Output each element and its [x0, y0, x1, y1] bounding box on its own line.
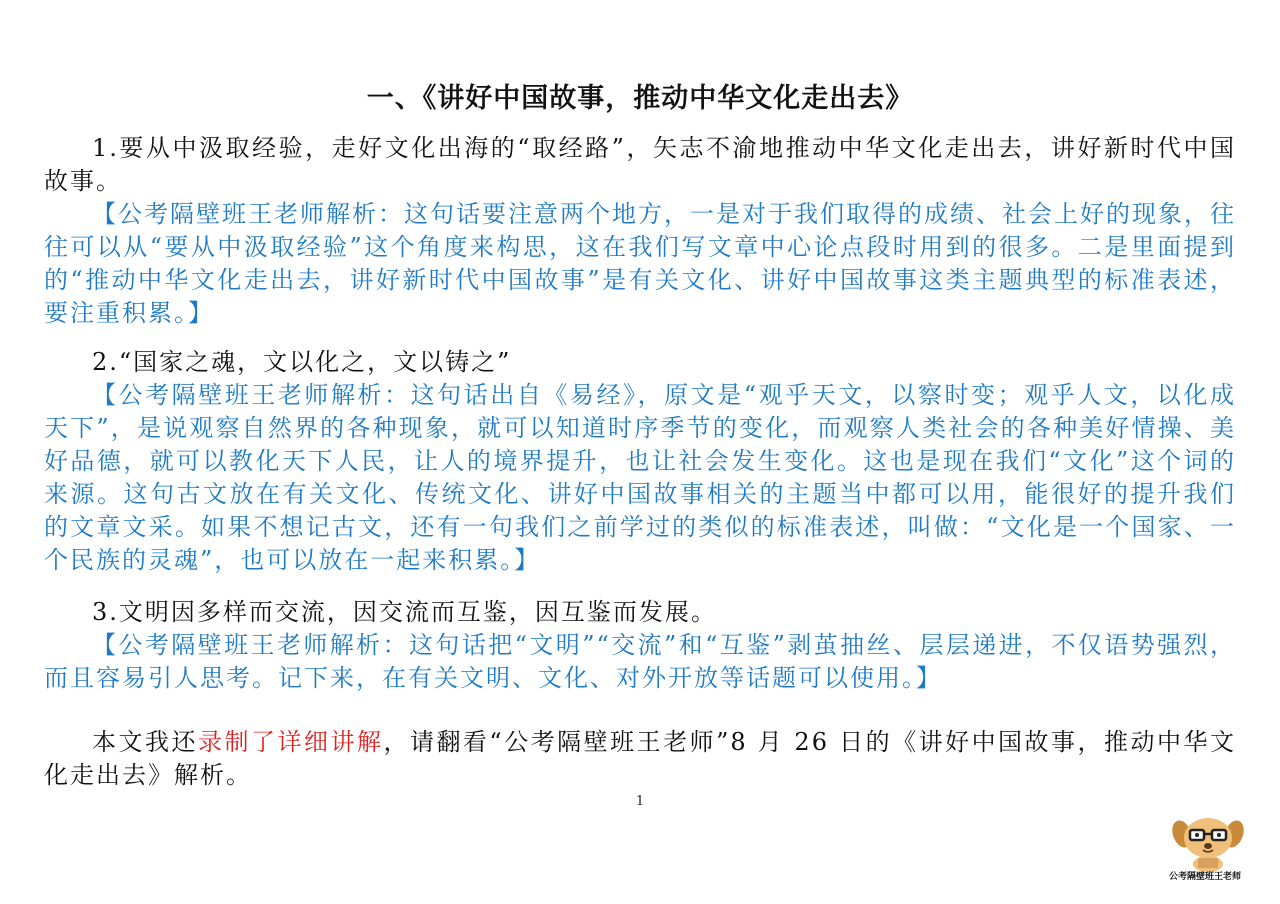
- page-title: 一、《讲好中国故事，推动中华文化走出去》: [366, 83, 914, 114]
- section-3: [44, 596, 1236, 695]
- footer-note: [44, 726, 1236, 792]
- section-2-quote: 2.“国家之魂，文以化之，文以铸之”: [92, 348, 512, 376]
- section-2-analysis: 【公考隔壁班王老师解析：这句话出自《易经》，原文是“观乎天文，以察时变；观乎人文，以化成天下”，是说观察自然界的各种现象，就可以知道时序季节的变化，而观察人类社会的各种美好情操、美好品德，就可以教化天下人民，让人的境界提升，也让社会发生变化。这也是现在我们“文化”这个词的来源。这句古文放在有关文化、传统文化、讲好中国故事相关的主题当中都可以用，能很好的提升我们的文章文采。如果不想记古文，还有一句我们之前学过的类似的标准表述，叫做：“文化是一个国家、一个民族的灵魂”，也可以放在一起来积累。】: [44, 381, 1236, 574]
- section-1-analysis: 【公考隔壁班王老师解析：这句话要注意两个地方，一是对于我们取得的成绩、社会上好的现象，往往可以从“要从中汲取经验”这个角度来构思，这在我们写文章中心论点段时用到的很多。二是里面提到的“推动中华文化走出去，讲好新时代中国故事”是有关文化、讲好中国故事这类主题典型的标准表述，要注重积累。】: [44, 200, 1236, 327]
- footer-note-highlight: 录制了详细讲解: [197, 728, 384, 756]
- page-number: 1: [635, 794, 645, 809]
- logo-caption: 公考隔壁班王老师: [1168, 872, 1241, 882]
- footer-note-before: 本文我还: [92, 728, 198, 756]
- section-3-analysis: 【公考隔壁班王老师解析：这句话把“文明”“交流”和“互鉴”剥茧抽丝、层层递进，不仅语势强烈，而且容易引人思考。记下来，在有关文明、文化、对外开放等话题可以使用。】: [44, 631, 1236, 692]
- section-1: [44, 132, 1236, 330]
- footer-note-after: ，请翻看“公考隔壁班王老师”8 月 26 日的《讲好中国故事，推动中华文化走出去》解析。: [44, 728, 1237, 789]
- section-1-quote: 1.要从中汲取经验，走好文化出海的“取经路”，矢志不渝地推动中华文化走出去，讲好新时代中国故事。: [44, 134, 1236, 195]
- section-3-quote: 3.文明因多样而交流，因交流而互鉴，因互鉴而发展。: [92, 598, 717, 626]
- footer-note-text: [44, 726, 1236, 792]
- section-2: [44, 346, 1236, 577]
